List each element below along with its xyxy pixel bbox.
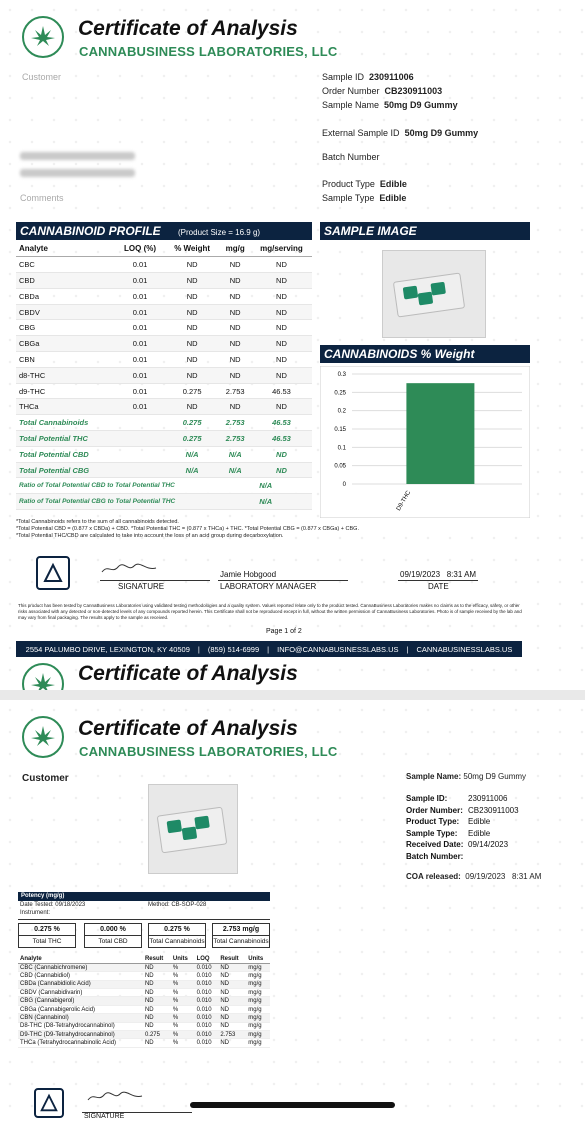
table-cell: %	[171, 997, 195, 1005]
table-cell: Total Cannabinoids	[16, 415, 115, 431]
sample-photo	[148, 784, 238, 874]
table-row	[16, 304, 312, 320]
table-cell: 0.010	[195, 1039, 219, 1047]
y-tick-label: 0.25	[334, 390, 346, 397]
table-row	[18, 1039, 270, 1047]
table-row	[18, 980, 270, 988]
table-cell: 0.010	[195, 1014, 219, 1022]
footer-website[interactable]: CANNABUSINESSLABS.US	[416, 644, 513, 654]
signer-name: Jamie Hobgood	[220, 570, 277, 579]
table-cell: %	[171, 1022, 195, 1030]
table-row	[16, 367, 312, 383]
detail-row: Batch Number:	[406, 851, 464, 861]
sample-details	[406, 793, 519, 863]
table-row	[18, 1005, 270, 1013]
table-row	[18, 1014, 270, 1022]
table-cell: ND	[143, 1005, 171, 1013]
table-cell: ND	[143, 1039, 171, 1047]
column-header: mg/g	[219, 241, 250, 257]
table-cell: mg/g	[246, 972, 270, 980]
table-cell: N/A	[165, 446, 220, 462]
table-cell: THCa (Tetrahydrocannabinolic Acid)	[18, 1039, 143, 1047]
table-cell: Ratio of Total Potential CBG to Total Potential THC	[16, 494, 219, 510]
table-cell: 2.753	[218, 1031, 246, 1039]
table-cell: ND	[218, 989, 246, 997]
table-row	[18, 989, 270, 997]
table-cell: ND	[218, 1005, 246, 1013]
external-sample-id-row: External Sample ID 50mg D9 Gummy	[322, 128, 479, 138]
table-cell: %	[171, 963, 195, 971]
table-cell: Ratio of Total Potential CBD to Total Potential THC	[16, 478, 219, 494]
table-cell: 0.275	[143, 1031, 171, 1039]
table-cell: mg/g	[246, 997, 270, 1005]
table-cell: 0.010	[195, 1005, 219, 1013]
table-row	[16, 257, 312, 273]
summary-box: 0.275 % Total Cannabinoids	[148, 923, 206, 948]
table-cell: CBN	[16, 352, 115, 368]
table-cell: THCa	[16, 399, 115, 415]
table-cell: ND	[143, 980, 171, 988]
sample-name-row: Sample Name: 50mg D9 Gummy	[406, 772, 527, 781]
table-cell: 0.010	[195, 989, 219, 997]
table-cell: ND	[219, 273, 250, 289]
table-row	[16, 336, 312, 352]
cannabinoid-weight-chart	[320, 366, 530, 518]
product-type-row: Product Type Edible	[322, 179, 407, 189]
table-cell: ND	[143, 1014, 171, 1022]
table-cell: ND	[218, 972, 246, 980]
table-cell: CBD	[16, 273, 115, 289]
table-cell: ND	[251, 336, 312, 352]
table-cell: mg/g	[246, 980, 270, 988]
table-cell: %	[171, 1031, 195, 1039]
comments-label: Comments	[20, 193, 64, 203]
table-cell: CBDV (Cannabidivarin)	[18, 989, 143, 997]
column-header: mg/serving	[251, 241, 312, 257]
pja-accreditation-logo-icon	[34, 1088, 64, 1118]
table-cell: mg/g	[246, 1022, 270, 1030]
table-row	[18, 963, 270, 971]
y-tick-label: 0.2	[337, 408, 346, 415]
signature-line	[100, 580, 210, 581]
table-cell: CBGa (Cannabigerolic Acid)	[18, 1005, 143, 1013]
table-cell: mg/g	[246, 963, 270, 971]
signer-line	[218, 580, 348, 581]
table-cell	[115, 462, 165, 478]
detail-row: Received Date: 09/14/2023	[406, 840, 509, 850]
summary-box: 0.000 % Total CBD	[84, 923, 142, 948]
table-cell: 2.753	[219, 431, 250, 447]
bar	[406, 383, 474, 484]
signature-label: SIGNATURE	[118, 582, 165, 591]
table-cell: 0.01	[115, 288, 165, 304]
table-cell: CBN (Cannabinol)	[18, 1014, 143, 1022]
table-cell: 0.010	[195, 972, 219, 980]
contact-footer: 2554 PALUMBO DRIVE, LEXINGTON, KY 40509 | (859) 514-6999 | INFO@CANNABUSINESSLABS.US | CANNABUSINESSLABS.US	[16, 641, 522, 657]
table-cell: mg/g	[246, 1014, 270, 1022]
table-cell	[115, 415, 165, 431]
table-cell: ND	[219, 320, 250, 336]
table-cell: 0.01	[115, 367, 165, 383]
table-cell: 0.01	[115, 399, 165, 415]
table-cell: d9-THC	[16, 383, 115, 399]
column-header: Result	[218, 955, 246, 963]
table-cell: D9-THC (D9-Tetrahydrocannabinol)	[18, 1031, 143, 1039]
table-cell	[115, 446, 165, 462]
table-cell: 2.753	[219, 415, 250, 431]
table-cell: Total Potential CBG	[16, 462, 115, 478]
table-cell: 0.010	[195, 1031, 219, 1039]
column-header: Units	[246, 955, 270, 963]
signature-label: SIGNATURE	[84, 1113, 125, 1120]
table-cell: CBDa (Cannabidiolic Acid)	[18, 980, 143, 988]
date-line	[398, 580, 478, 581]
column-header: Analyte	[16, 241, 115, 257]
column-header: % Weight	[165, 241, 220, 257]
y-tick-label: 0.1	[337, 445, 346, 452]
table-cell: ND	[165, 304, 220, 320]
table-cell: Total Potential THC	[16, 431, 115, 447]
table-cell: ND	[251, 367, 312, 383]
table-cell: ND	[219, 257, 250, 273]
table-cell: 0.010	[195, 997, 219, 1005]
table-cell	[115, 431, 165, 447]
table-cell: ND	[218, 997, 246, 1005]
table-cell: ND	[219, 336, 250, 352]
table-cell: ND	[165, 399, 220, 415]
table-cell: 0.275	[165, 383, 220, 399]
detail-row: Sample Type: Edible	[406, 828, 491, 838]
table-cell: ND	[251, 257, 312, 273]
table-cell: ND	[143, 1022, 171, 1030]
table-row	[18, 1031, 270, 1039]
home-indicator-scrollbar[interactable]	[190, 1102, 395, 1108]
table-cell: ND	[218, 980, 246, 988]
table-cell: ND	[165, 273, 220, 289]
table-cell: ND	[251, 304, 312, 320]
footnotes: *Total Cannabinoids refers to the sum of all cannabinoids detected. *Total Potential CBD = (0.877 x CBDa) + CBD. *Total Potential THC = (0.877 x THCa) + THC. *Total Potential CBG = (0.877 x CBGa) + CBG. *Total Potential THC/CBD are calculated to take into account the loss of an acid group during decarboxylation.	[16, 519, 359, 540]
column-header: Analyte	[18, 955, 143, 963]
table-cell: ND	[251, 273, 312, 289]
column-header: LOQ	[195, 955, 219, 963]
x-tick-label: D9-THC	[395, 490, 413, 513]
column-header: Units	[171, 955, 195, 963]
table-row	[16, 320, 312, 336]
table-cell: N/A	[165, 462, 220, 478]
coa-page-2	[0, 700, 585, 1121]
table-cell: CBC (Cannabichromene)	[18, 963, 143, 971]
table-cell: ND	[165, 352, 220, 368]
table-cell: ND	[143, 972, 171, 980]
table-cell: %	[171, 1014, 195, 1022]
date-tested: Date Tested: 09/18/2023	[20, 902, 86, 908]
table-cell: ND	[251, 446, 312, 462]
page-title: Certificate of Analysis	[78, 17, 298, 40]
cannabinoid-profile-table	[16, 241, 312, 510]
table-row	[16, 431, 312, 447]
table-row	[16, 352, 312, 368]
method: Method: CB-SOP-028	[148, 902, 207, 908]
chart-title: CANNABINOIDS % Weight	[320, 345, 530, 363]
cannabis-leaf-logo-icon	[22, 716, 64, 758]
table-cell: 0.275	[165, 431, 220, 447]
table-cell: CBD (Cannabidiol)	[18, 972, 143, 980]
table-cell: ND	[219, 399, 250, 415]
table-cell: ND	[218, 1039, 246, 1047]
footer-email[interactable]: INFO@CANNABUSINESSLABS.US	[277, 644, 399, 654]
table-cell: 0.010	[195, 963, 219, 971]
summary-box: 0.275 % Total THC	[18, 923, 76, 948]
sample-photo	[382, 250, 486, 338]
summary-box: 2.753 mg/g Total Cannabinoids	[212, 923, 270, 948]
table-cell: 0.275	[165, 415, 220, 431]
table-cell: ND	[251, 352, 312, 368]
table-cell: 0.01	[115, 352, 165, 368]
customer-label: Customer	[22, 773, 69, 784]
detail-row: Sample ID: 230911006	[406, 794, 508, 803]
table-cell: CBDa	[16, 288, 115, 304]
signature-scribble	[100, 562, 160, 576]
table-cell: %	[171, 972, 195, 980]
table-cell: mg/g	[246, 1031, 270, 1039]
table-row	[16, 415, 312, 431]
table-cell: 0.01	[115, 320, 165, 336]
table-cell: ND	[218, 1022, 246, 1030]
table-cell: ND	[251, 399, 312, 415]
table-row	[18, 1022, 270, 1030]
table-cell: ND	[251, 320, 312, 336]
table-cell: N/A	[219, 494, 312, 510]
potency-table	[18, 955, 270, 1048]
table-cell: Total Potential CBD	[16, 446, 115, 462]
table-cell: D8-THC (D8-Tetrahydrocannabinol)	[18, 1022, 143, 1030]
table-cell: CBG	[16, 320, 115, 336]
table-cell: N/A	[219, 478, 312, 494]
date-label: DATE	[428, 582, 449, 591]
y-tick-label: 0.05	[334, 463, 346, 470]
batch-number-row: Batch Number	[322, 152, 380, 162]
column-header: LOQ (%)	[115, 241, 165, 257]
table-row	[18, 972, 270, 980]
watermark-pattern	[0, 700, 585, 1121]
table-row	[18, 997, 270, 1005]
table-cell: mg/g	[246, 1005, 270, 1013]
table-row	[16, 399, 312, 415]
footer-phone: (859) 514-6999	[207, 644, 260, 654]
column-header: Result	[143, 955, 171, 963]
sample-image-header: SAMPLE IMAGE	[320, 222, 530, 240]
redacted-field	[20, 152, 135, 160]
order-number-row: Order Number CB230911003	[322, 86, 443, 96]
table-cell: ND	[251, 288, 312, 304]
lab-name: CANNABUSINESS LABORATORIES, LLC	[79, 44, 338, 59]
table-cell: mg/g	[246, 1039, 270, 1047]
sample-id-row: Sample ID 230911006	[322, 72, 414, 82]
signer-role: LABORATORY MANAGER	[220, 582, 317, 591]
table-cell: ND	[251, 462, 312, 478]
table-cell: CBG (Cannabigerol)	[18, 997, 143, 1005]
table-cell: %	[171, 980, 195, 988]
ratio-row	[16, 494, 312, 510]
y-tick-label: 0.15	[334, 427, 346, 433]
footer-address: 2554 PALUMBO DRIVE, LEXINGTON, KY 40509	[25, 644, 190, 654]
potency-header: Potency (mg/g)	[18, 892, 270, 901]
page-title: Certificate of Analysis	[78, 717, 298, 740]
table-cell: 0.010	[195, 980, 219, 988]
table-cell: 46.53	[251, 431, 312, 447]
y-tick-label: 0	[342, 482, 346, 488]
table-cell: %	[171, 989, 195, 997]
sample-type-row: Sample Type Edible	[322, 193, 407, 203]
detail-row: Order Number: CB230911003	[406, 805, 519, 815]
table-row	[16, 273, 312, 289]
table-cell: ND	[165, 320, 220, 336]
table-cell: ND	[165, 336, 220, 352]
table-row	[16, 446, 312, 462]
table-cell: 0.01	[115, 336, 165, 352]
table-cell: N/A	[219, 462, 250, 478]
coa-released-row: COA released: 09/19/2023 8:31 AM	[406, 872, 542, 881]
table-cell: ND	[143, 997, 171, 1005]
detail-row: Product Type: Edible	[406, 817, 491, 827]
table-row	[16, 288, 312, 304]
table-cell: ND	[165, 288, 220, 304]
signature-scribble	[86, 1090, 146, 1104]
cannabinoid-profile-header: CANNABINOID PROFILE (Product Size = 16.9 g)	[16, 222, 312, 240]
table-cell: 0.01	[115, 383, 165, 399]
table-cell: mg/g	[246, 989, 270, 997]
table-cell: ND	[143, 963, 171, 971]
table-cell: %	[171, 1039, 195, 1047]
table-cell: 0.01	[115, 304, 165, 320]
table-cell: ND	[218, 1014, 246, 1022]
cannabis-leaf-logo-icon	[22, 16, 64, 58]
table-cell: ND	[218, 963, 246, 971]
table-row	[16, 383, 312, 399]
table-cell: 46.53	[251, 415, 312, 431]
table-cell: ND	[165, 257, 220, 273]
table-cell: ND	[219, 367, 250, 383]
sample-name-row: Sample Name 50mg D9 Gummy	[322, 100, 458, 110]
table-cell: CBGa	[16, 336, 115, 352]
table-cell: 0.010	[195, 1022, 219, 1030]
gummy-bag-image	[393, 272, 465, 317]
sign-date: 09/19/2023 8:31 AM	[400, 570, 477, 579]
table-cell: ND	[219, 352, 250, 368]
table-cell: ND	[219, 288, 250, 304]
customer-label: Customer	[22, 72, 62, 82]
y-tick-label: 0.3	[337, 372, 346, 378]
table-cell: 2.753	[219, 383, 250, 399]
ratio-row	[16, 478, 312, 494]
divider	[18, 919, 270, 920]
table-cell: %	[171, 1005, 195, 1013]
gummy-bag-image	[157, 807, 228, 854]
redacted-field	[20, 169, 135, 177]
table-row	[16, 462, 312, 478]
next-page-title: Certificate of Analysis	[78, 662, 298, 685]
table-cell: 46.53	[251, 383, 312, 399]
table-cell: 0.01	[115, 273, 165, 289]
table-cell: 0.01	[115, 257, 165, 273]
table-cell: ND	[219, 304, 250, 320]
pja-accreditation-logo-icon	[36, 556, 70, 590]
table-cell: CBDV	[16, 304, 115, 320]
table-cell: d8-THC	[16, 367, 115, 383]
disclaimer: This product has been tested by CannaBusiness Laboratories using validated testing methodologies and a quality system. Values reported relate only to the product tested. CannaBusiness Laboratories makes no claims as to the efficacy, safety, or other risks associated with any detected or non-detected levels of any compounds reported herein. This Certificate shall not be reproduced except in full, without the written permission of CannaBusiness Laboratories. Photo is of sample received by the lab and may vary from final packaging. The results apply to the sample as received.	[18, 603, 522, 620]
table-cell: ND	[165, 367, 220, 383]
lab-name: CANNABUSINESS LABORATORIES, LLC	[79, 744, 338, 759]
instrument: Instrument:	[20, 910, 51, 916]
table-cell: ND	[143, 989, 171, 997]
table-cell: CBC	[16, 257, 115, 273]
table-cell: N/A	[219, 446, 250, 462]
page-number: Page 1 of 2	[266, 628, 302, 635]
